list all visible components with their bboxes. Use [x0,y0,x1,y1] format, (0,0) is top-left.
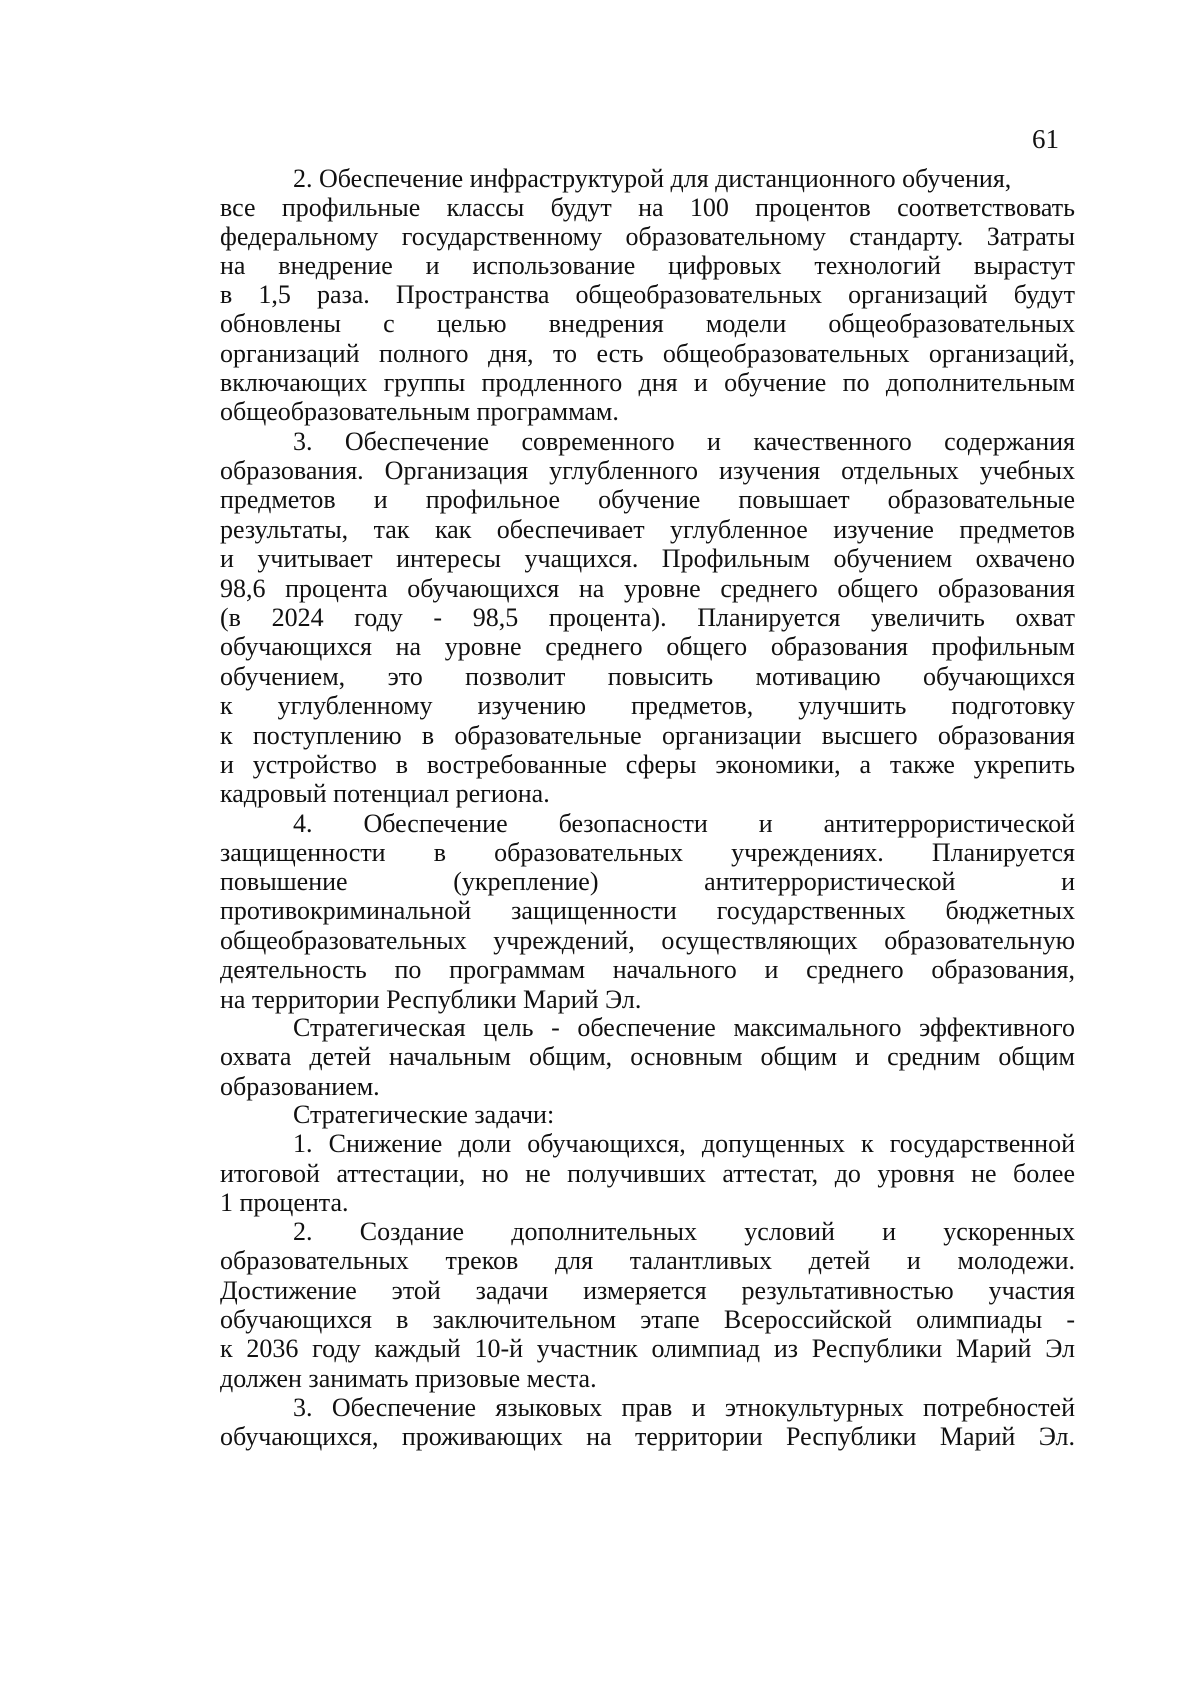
document-line: защищенности в образовательных учреждениях. Планируется [220,838,1075,867]
document-line: кадровый потенциал региона. [220,779,550,808]
document-line: 1 процента. [220,1188,349,1217]
document-line: 98,6 процента обучающихся на уровне среднего общего образования [220,574,1075,603]
document-line: общеобразовательным программам. [220,397,619,426]
document-line: на территории Республики Марий Эл. [220,985,642,1014]
document-line: 1. Снижение доли обучающихся, допущенных к государственной [293,1129,1075,1158]
document-line: образованием. [220,1072,380,1101]
document-line: 4. Обеспечение безопасности и антитеррористической [293,809,1075,838]
document-line: деятельность по программам начального и среднего образования, [220,955,1075,984]
document-line: образовательных треков для талантливых детей и молодежи. [220,1246,1075,1275]
document-line: организаций полного дня, то есть общеобразовательных организаций, [220,339,1075,368]
document-line: общеобразовательных учреждений, осуществляющих образовательную [220,926,1075,955]
document-line: 3. Обеспечение языковых прав и этнокультурных потребностей [293,1393,1075,1422]
document-line: повышение (укрепление) антитеррористической и [220,867,1075,896]
document-line: к поступлению в образовательные организации высшего образования [220,721,1075,750]
document-line: обучением, это позволит повысить мотивацию обучающихся [220,662,1075,691]
document-line: образования. Организация углубленного изучения отдельных учебных [220,456,1075,485]
document-line: в 1,5 раза. Пространства общеобразовательных организаций будут [220,280,1075,309]
document-line: обновлены с целью внедрения модели общеобразовательных [220,309,1075,338]
document-line: должен занимать призовые места. [220,1364,597,1393]
document-line: федеральному государственному образовательному стандарту. Затраты [220,222,1075,251]
document-line: 2. Создание дополнительных условий и ускоренных [293,1217,1075,1246]
document-line: охвата детей начальным общим, основным общим и средним общим [220,1042,1075,1071]
document-line: к 2036 году каждый 10-й участник олимпиад из Республики Марий Эл [220,1334,1075,1363]
document-line: и учитывает интересы учащихся. Профильным обучением охвачено [220,544,1075,573]
document-line: все профильные классы будут на 100 процентов соответствовать [220,193,1075,222]
document-line: противокриминальной защищенности государственных бюджетных [220,896,1075,925]
document-line: включающих группы продленного дня и обучение по дополнительным [220,368,1075,397]
document-line: Стратегическая цель - обеспечение максимального эффективного [293,1013,1075,1042]
document-line: 2. Обеспечение инфраструктурой для дистанционного обучения, [293,164,1012,193]
document-line: к углубленному изучению предметов, улучшить подготовку [220,691,1075,720]
document-line: на внедрение и использование цифровых технологий вырастут [220,251,1075,280]
document-line: (в 2024 году - 98,5 процента). Планируется увеличить охват [220,603,1075,632]
document-line: итоговой аттестации, но не получивших аттестат, до уровня не более [220,1159,1075,1188]
document-line: обучающихся в заключительном этапе Всероссийской олимпиады - [220,1305,1075,1334]
document-line: обучающихся, проживающих на территории Республики Марий Эл. [220,1422,1075,1451]
document-line: Достижение этой задачи измеряется результативностью участия [220,1276,1075,1305]
document-line: 3. Обеспечение современного и качественного содержания [293,427,1075,456]
document-line: Стратегические задачи: [293,1100,555,1129]
document-line: предметов и профильное обучение повышает образовательные [220,485,1075,514]
page-number: 61 [1032,124,1059,154]
document-line: обучающихся на уровне среднего общего образования профильным [220,632,1075,661]
document-line: результаты, так как обеспечивает углубленное изучение предметов [220,515,1075,544]
document-line: и устройство в востребованные сферы экономики, а также укрепить [220,750,1075,779]
